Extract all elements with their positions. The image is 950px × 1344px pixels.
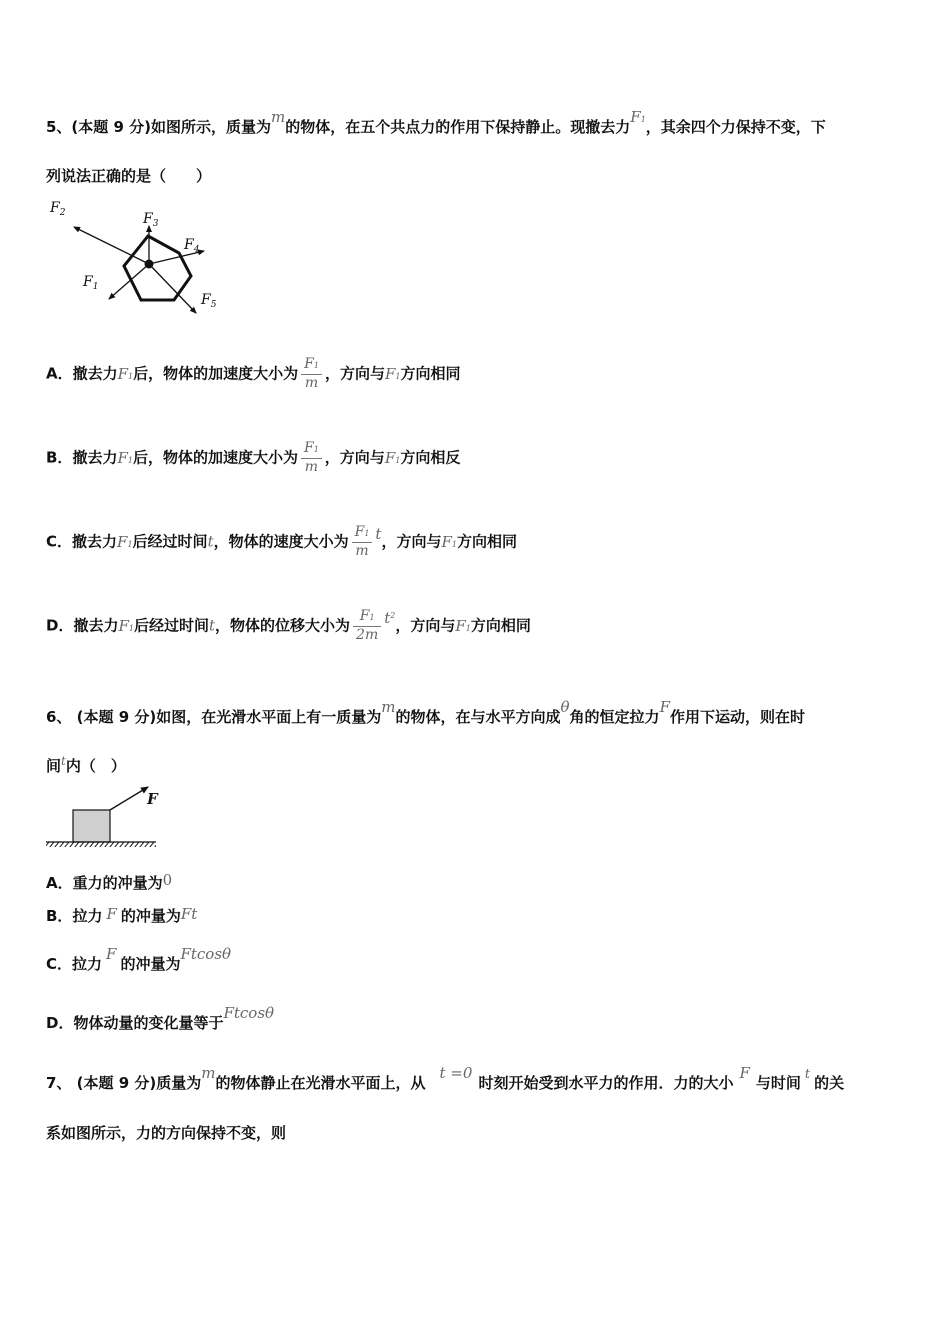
var-F1: F1	[118, 616, 134, 635]
option-text: 方向相反	[400, 448, 461, 467]
var-F: F	[739, 1064, 750, 1082]
block	[73, 810, 110, 842]
option-letter: C．	[46, 955, 73, 973]
var-m: m	[271, 108, 286, 126]
option-text: 重力的冲量为	[72, 874, 163, 892]
q7-stem-text: 与时间	[755, 1074, 801, 1092]
q5-stem-line2	[46, 165, 211, 186]
q6-option-c	[46, 945, 232, 974]
q6-stem-text: 内（ ）	[65, 757, 126, 775]
force-arrow-F1	[109, 264, 149, 299]
expr-Ftcos-theta: Ftcosθ	[223, 1004, 275, 1022]
option-letter: D．	[46, 616, 74, 635]
q5-force-diagram	[44, 196, 234, 320]
expr-Ftcos-theta: Ftcosθ	[180, 945, 232, 963]
q6-stem-text: 6、 (本题 9 分)如图，在光滑水平面上有一质量为	[46, 708, 382, 726]
q5-stem-text: 的物体，在五个共点力的作用下保持静止。现撤去力	[285, 118, 631, 136]
q5-stem-text: 列说法正确的是（ ）	[46, 167, 212, 185]
option-text: 撤去力	[72, 448, 118, 467]
var-F1: F1	[384, 448, 401, 467]
option-text: 撤去力	[72, 532, 118, 551]
var-F1: F1	[117, 364, 134, 383]
pentagon-body	[124, 236, 191, 300]
label-F3: $F_3$	[143, 211, 159, 229]
q6-option-a	[46, 872, 172, 893]
q6-stem-line1	[46, 698, 805, 727]
var-t: t	[207, 532, 214, 551]
option-text: 拉力	[72, 955, 103, 973]
q6-stem-text: 作用下运动，则在时	[669, 708, 805, 726]
option-letter: C．	[46, 532, 73, 551]
var-t: t	[209, 616, 216, 635]
var-F1: F1	[384, 364, 401, 383]
label-F: F	[147, 790, 158, 808]
option-text: ，方向与	[395, 616, 456, 635]
q5-stem-text: 5、(本题 9 分)如图所示，质量为	[46, 118, 272, 136]
option-text: ，物体的位移大小为	[215, 616, 351, 635]
option-letter: B．	[46, 448, 73, 467]
var-F1: F1	[630, 108, 646, 126]
option-text: 的冲量为	[120, 955, 181, 973]
var-F: F	[659, 698, 670, 716]
q5-option-b	[46, 440, 460, 476]
option-text: 方向相同	[400, 364, 461, 383]
q6-option-d	[46, 1004, 275, 1033]
option-text: 物体动量的变化量等于	[73, 1014, 224, 1032]
option-text: 撤去力	[73, 616, 119, 635]
q6-stem-line2	[46, 755, 126, 776]
option-text: 撤去力	[72, 364, 118, 383]
option-text: 后，物体的加速度大小为	[133, 364, 299, 383]
q6-option-b	[46, 905, 197, 926]
var-F1: F1	[117, 448, 133, 467]
q7-stem-text: 的物体静止在光滑水平面上，从	[215, 1074, 426, 1092]
option-text: 拉力	[72, 907, 103, 925]
option-text: ，方向与	[324, 364, 385, 383]
var-F1: F1	[117, 532, 133, 551]
option-letter: B．	[46, 907, 73, 925]
option-letter: D．	[46, 1014, 74, 1032]
expr-Ft: Ft	[180, 905, 198, 923]
label-F1: $F_1$	[83, 274, 99, 292]
var-t: t	[375, 524, 382, 543]
var-F: F	[106, 905, 117, 923]
q5-option-c	[46, 524, 517, 560]
q7-stem-text: 7、 (本题 9 分)质量为	[46, 1074, 202, 1092]
q5-stem-text: ，其余四个力保持不变，下	[645, 118, 826, 136]
q7-stem-line1	[46, 1064, 845, 1093]
fraction-F1-over-m: $\frac{F1}{m}$	[301, 356, 322, 392]
q5-stem-line1	[46, 108, 826, 137]
var-F1: F1	[441, 532, 457, 551]
expr-t-equals-0: t =0	[439, 1064, 473, 1082]
q7-stem-text: 的关	[814, 1074, 845, 1092]
option-letter: A．	[46, 874, 73, 892]
q7-stem-line2	[46, 1122, 286, 1143]
force-arrow-F2	[74, 227, 149, 264]
option-text: ，方向与	[324, 448, 385, 467]
option-text: 的冲量为	[120, 907, 181, 925]
label-F4: $F_4$	[184, 237, 200, 255]
fraction-F1-over-m: $\frac{F1}{m}$	[352, 524, 373, 560]
q7-stem-text: 系如图所示，力的方向保持不变，则	[46, 1124, 287, 1142]
var-theta: θ	[560, 698, 570, 716]
option-text: 方向相同	[456, 532, 517, 551]
var-m: m	[381, 698, 396, 716]
q7-stem-text: 时刻开始受到水平力的作用．力的大小	[478, 1074, 734, 1092]
pull-force-arrow	[110, 787, 148, 810]
q6-stem-text: 的物体，在与水平方向成	[395, 708, 561, 726]
var-t-squared: $t^2$	[384, 608, 396, 627]
option-letter: A．	[46, 364, 73, 383]
fraction-F1-over-2m: $\frac{F1}{2m}$	[353, 608, 381, 644]
ground-hatch	[46, 842, 156, 847]
label-F2: $F_2$	[50, 200, 66, 218]
option-text: 后，物体的加速度大小为	[132, 448, 298, 467]
q6-block-diagram	[44, 782, 164, 850]
q6-stem-text: 间	[46, 757, 62, 775]
var-F1: F1	[455, 616, 471, 635]
var-t: t	[61, 754, 66, 768]
option-text: ，方向与	[381, 532, 442, 551]
var-F: F	[106, 945, 117, 963]
q5-option-d	[46, 608, 531, 644]
option-text: 后经过时间	[132, 532, 208, 551]
expr-zero: 0	[162, 871, 173, 889]
fraction-F1-over-m: $\frac{F1}{m}$	[301, 440, 322, 476]
var-m: m	[201, 1064, 216, 1082]
option-text: ，物体的速度大小为	[213, 532, 349, 551]
label-F5: $F_5$	[201, 292, 217, 310]
q6-stem-text: 角的恒定拉力	[569, 708, 660, 726]
var-t: t	[804, 1067, 811, 1082]
option-text: 方向相同	[470, 616, 531, 635]
q5-option-a	[46, 356, 461, 392]
option-text: 后经过时间	[133, 616, 209, 635]
